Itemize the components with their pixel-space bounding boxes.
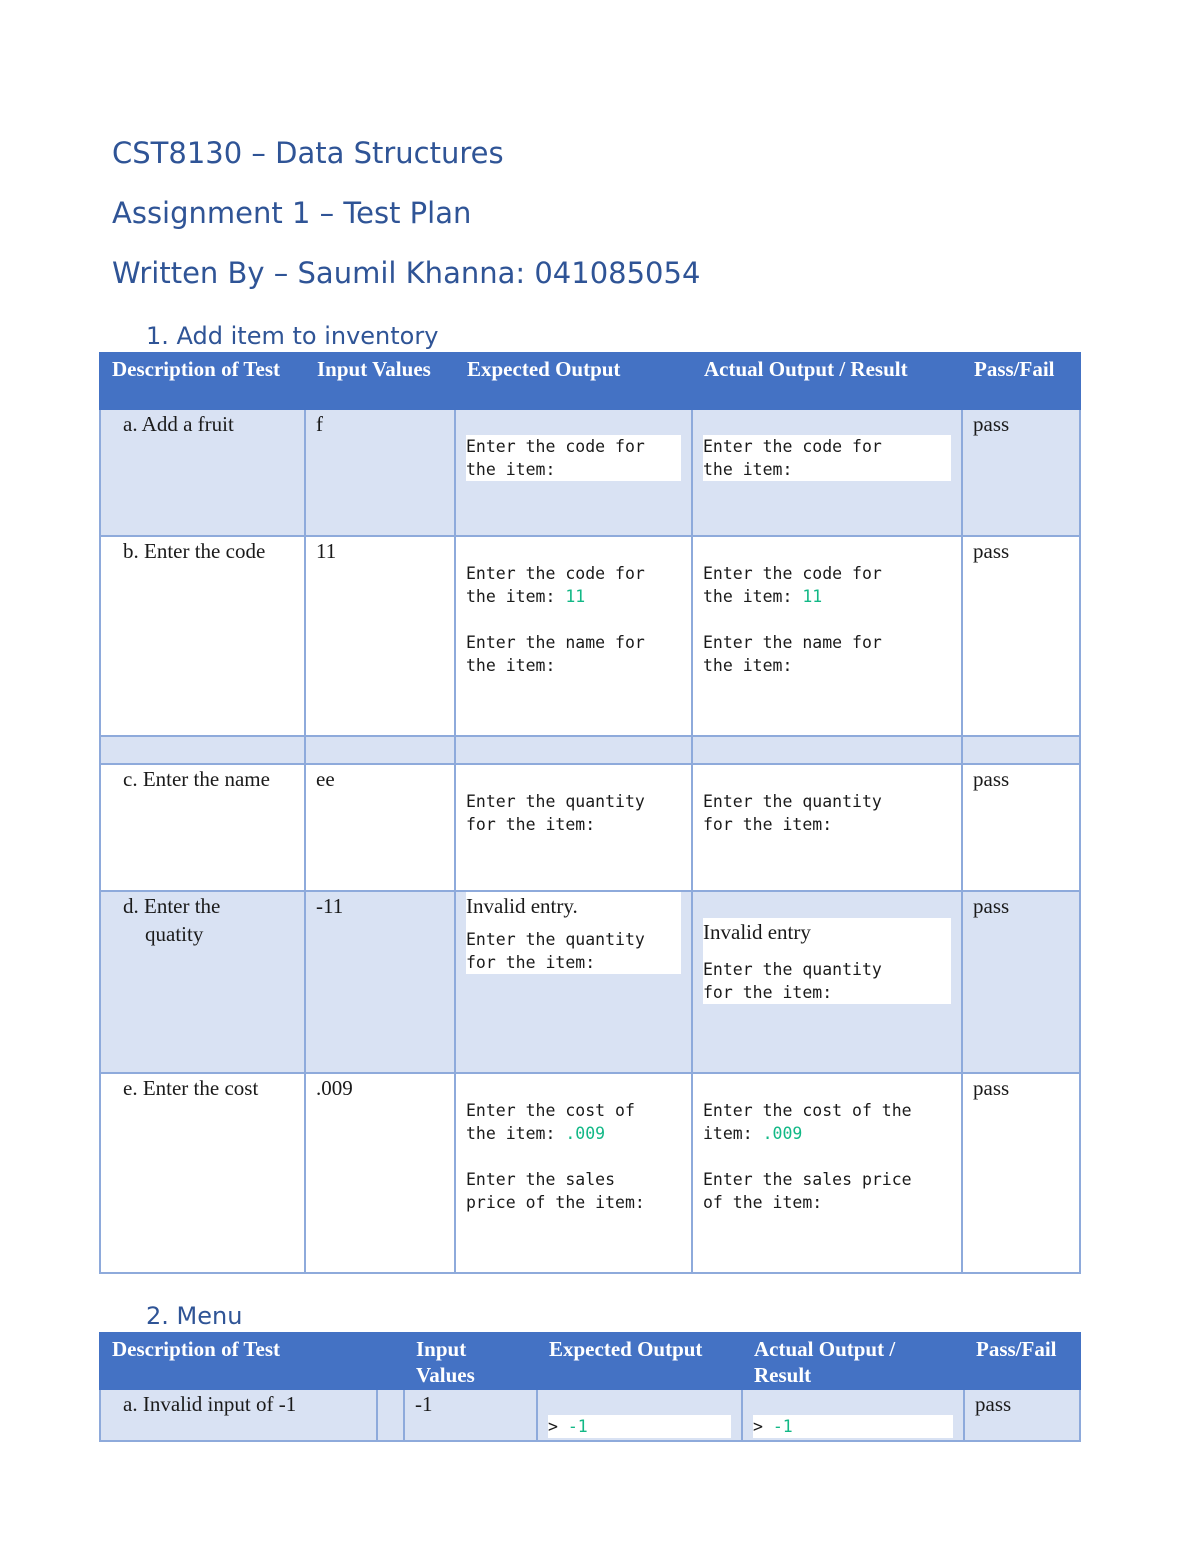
expected-output-cell	[537, 1389, 742, 1441]
table-header-row	[100, 353, 1080, 409]
table-header-row	[100, 1333, 1080, 1389]
column-header-expected: Expected Output	[537, 1333, 742, 1389]
entered-value: 11	[802, 587, 823, 606]
input-cell: -1	[404, 1389, 537, 1441]
table-row	[100, 764, 1080, 891]
expected-output-cell	[455, 1073, 692, 1273]
section-1-heading: 1. Add item to inventory	[146, 322, 439, 350]
column-header-description: Description of Test	[100, 1333, 404, 1389]
result-cell: pass	[962, 409, 1080, 536]
column-header-actual: Actual Output / Result	[742, 1333, 964, 1389]
code-snippet: Enter the code for the item:	[703, 435, 951, 481]
expected-output-cell	[455, 409, 692, 536]
code-snippet: Enter the cost of the item: .009 Enter the sales price of the item:	[703, 1099, 951, 1214]
code-snippet: Enter the cost of the item: .009 Enter the sales price of the item:	[466, 1099, 681, 1214]
result-cell: pass	[962, 1073, 1080, 1273]
table-row-empty	[100, 736, 1080, 764]
entered-value: .009	[565, 1124, 606, 1143]
entered-value: 11	[565, 587, 586, 606]
actual-output-cell	[692, 891, 962, 1073]
actual-output-cell	[692, 409, 962, 536]
code-snippet: Invalid entry Enter the quantity for the item:	[703, 918, 951, 1004]
column-header-actual: Actual Output / Result	[692, 353, 962, 409]
input-cell: .009	[305, 1073, 455, 1273]
actual-output-cell	[692, 1073, 962, 1273]
author-line: Written By – Saumil Khanna: 041085054	[112, 256, 701, 290]
code-snippet: Enter the code for the item:	[466, 435, 681, 481]
input-cell: f	[305, 409, 455, 536]
result-cell: pass	[962, 891, 1080, 1073]
section-2-heading: 2. Menu	[146, 1302, 243, 1330]
expected-output-cell	[455, 764, 692, 891]
column-header-input: Input Values	[404, 1333, 537, 1389]
table-row	[100, 891, 1080, 1073]
entered-value: .009	[762, 1124, 803, 1143]
description-cell: c. Enter the name	[100, 764, 305, 891]
description-cell: a. Invalid input of -1	[100, 1389, 377, 1441]
input-cell: -11	[305, 891, 455, 1073]
column-header-passfail: Pass/Fail	[964, 1333, 1080, 1389]
actual-output-cell	[692, 536, 962, 736]
table-row	[100, 409, 1080, 536]
column-header-description: Description of Test	[100, 353, 305, 409]
description-cell: b. Enter the code	[100, 536, 305, 736]
result-cell: pass	[962, 536, 1080, 736]
column-header-input: Input Values	[305, 353, 455, 409]
invalid-entry-text: Invalid entry	[703, 920, 811, 944]
table-row	[100, 1389, 1080, 1441]
table-row	[100, 536, 1080, 736]
code-snippet: Enter the code for the item: 11 Enter the name for the item:	[703, 562, 951, 677]
actual-output-cell	[742, 1389, 964, 1441]
column-header-expected: Expected Output	[455, 353, 692, 409]
code-snippet: Enter the code for the item: 11 Enter the name for the item:	[466, 562, 681, 677]
input-cell: 11	[305, 536, 455, 736]
code-snippet: > -1	[548, 1415, 731, 1438]
code-snippet: Enter the quantity for the item:	[703, 790, 951, 836]
entered-value: -1	[772, 1417, 793, 1436]
description-cell: a. Add a fruit	[100, 409, 305, 536]
input-cell: ee	[305, 764, 455, 891]
entered-value: -1	[567, 1417, 588, 1436]
document-title: CST8130 – Data Structures	[112, 136, 504, 170]
description-cell: d. Enter the quatity	[100, 891, 305, 1073]
code-snippet: > -1	[753, 1415, 953, 1438]
description-cell: e. Enter the cost	[100, 1073, 305, 1273]
invalid-entry-text: Invalid entry.	[466, 894, 578, 918]
test-table-inventory	[99, 352, 1081, 1274]
result-cell: pass	[964, 1389, 1080, 1441]
test-table-menu	[99, 1332, 1081, 1442]
actual-output-cell	[692, 764, 962, 891]
code-snippet: Enter the quantity for the item:	[466, 790, 681, 836]
expected-output-cell	[455, 536, 692, 736]
document-subtitle: Assignment 1 – Test Plan	[112, 196, 472, 230]
result-cell: pass	[962, 764, 1080, 891]
table-row	[100, 1073, 1080, 1273]
expected-output-cell	[455, 891, 692, 1073]
column-header-passfail: Pass/Fail	[962, 353, 1080, 409]
code-snippet: Invalid entry. Enter the quantity for the item:	[466, 892, 681, 974]
